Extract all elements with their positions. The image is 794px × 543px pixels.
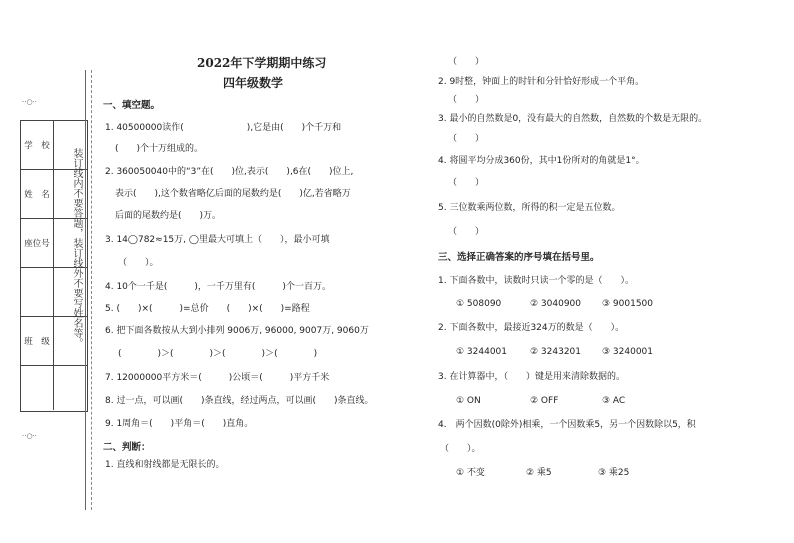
question-6-line1: 6. 把下面各数按从大到小排列 9006万, 96000, 9007万, 9060万 <box>105 326 369 336</box>
choice-2-option-2: ② 3243201 <box>530 347 582 357</box>
question-5: 5. ( )×( )=总价 ( )×( )=路程 <box>105 304 310 314</box>
binding-line-dashed <box>91 70 92 510</box>
judge-4-answer: （ ） <box>448 178 485 188</box>
question-9: 9. 1周角＝( )平角＝( )直角。 <box>105 419 254 429</box>
page-subtitle: 四年级数学 <box>223 76 284 90</box>
question-6-line2: ( )＞( )＞( )＞( ) <box>118 349 318 359</box>
choice-4: 4. 两个因数(0除外)相乘，一个因数乘5，另一个因数除以5，积 <box>438 420 696 430</box>
binding-notice: 装订线内不要答题，装订线外不要写姓名等。 <box>71 148 82 348</box>
choice-4-option-2: ② 乘5 <box>526 468 552 478</box>
choice-1: 1. 下面各数中，读数时只读一个零的是（ ）。 <box>438 276 634 286</box>
question-7: 7. 12000000平方米＝( )公顷＝( )平方千米 <box>105 373 330 383</box>
judge-1: 1. 直线和射线都是无限长的。 <box>105 460 225 470</box>
question-2-line3: 后面的尾数约是( )万。 <box>115 211 222 221</box>
question-3-line2: （ ）。 <box>118 258 159 268</box>
choice-4-answer: （ ）。 <box>440 444 481 454</box>
binding-line <box>85 70 86 510</box>
judge-2-answer: （ ） <box>448 95 485 105</box>
binding-marker-top: ··○·· <box>22 98 38 106</box>
info-label-seat: 座位号 <box>21 219 54 267</box>
question-8: 8. 过一点，可以画( )条直线，经过两点，可以画( )条直线。 <box>105 396 374 406</box>
choice-3: 3. 在计算器中，（ ）键是用来清除数据的。 <box>438 372 625 382</box>
choice-4-option-3: ③ 乘25 <box>598 468 630 478</box>
info-label-school: 学 校 <box>21 121 54 169</box>
choice-3-option-1: ① ON <box>456 396 481 406</box>
judge-5-answer: （ ） <box>448 227 485 237</box>
choice-2-option-3: ③ 3240001 <box>602 347 654 357</box>
section-heading-judge: 二、判断： <box>103 442 151 453</box>
question-2-line1: 2. 360050040中的“3”在( )位,表示( ),6在( )位上, <box>105 167 354 177</box>
question-2-line2: 表示( ),这个数省略亿后面的尾数约是( )亿,若省略万 <box>115 189 351 199</box>
info-label-name: 姓 名 <box>21 170 54 218</box>
choice-4-option-1: ① 不变 <box>456 468 485 478</box>
page-title: 2022年下学期期中练习 <box>197 56 327 70</box>
info-row-bottom <box>21 366 87 410</box>
choice-1-option-2: ② 3040900 <box>530 299 582 309</box>
judge-3: 3. 最小的自然数是0，没有最大的自然数，自然数的个数是无限的。 <box>438 114 708 124</box>
question-1-line1: 1. 40500000读作( ),它是由( )个千万和 <box>105 123 342 133</box>
judge-2: 2. 9时整，钟面上的时针和分针恰好形成一个平角。 <box>438 77 645 87</box>
judge-4: 4. 将圆平均分成360份，其中1份所对的角就是1°。 <box>438 156 645 166</box>
question-1-line2: ( )个十万组成的。 <box>115 144 204 154</box>
choice-2: 2. 下面各数中，最接近324万的数是（ ）。 <box>438 323 625 333</box>
judge-5: 5. 三位数乘两位数，所得的积一定是五位数。 <box>438 203 621 213</box>
info-label-class: 班 级 <box>21 317 54 365</box>
section-heading-choice: 三、选择正确答案的序号填在括号里。 <box>438 252 600 263</box>
section-heading-fill: 一、填空题。 <box>103 100 161 111</box>
judge-3-answer: （ ） <box>448 134 485 144</box>
choice-3-option-3: ③ AC <box>602 396 626 406</box>
judge-1-answer: （ ） <box>448 57 485 67</box>
choice-2-option-1: ① 3244001 <box>456 347 508 357</box>
question-4: 4. 10个一千是( )，一千万里有( )个一百万。 <box>105 282 331 292</box>
choice-3-option-2: ② OFF <box>530 396 559 406</box>
choice-1-option-1: ① 508090 <box>456 299 502 309</box>
question-3-line1: 3. 14◯782≈15万, ◯里最大可填上（ ），最小可填 <box>105 235 330 245</box>
binding-marker-bottom: ··○·· <box>22 432 38 440</box>
choice-1-option-3: ③ 9001500 <box>602 299 654 309</box>
